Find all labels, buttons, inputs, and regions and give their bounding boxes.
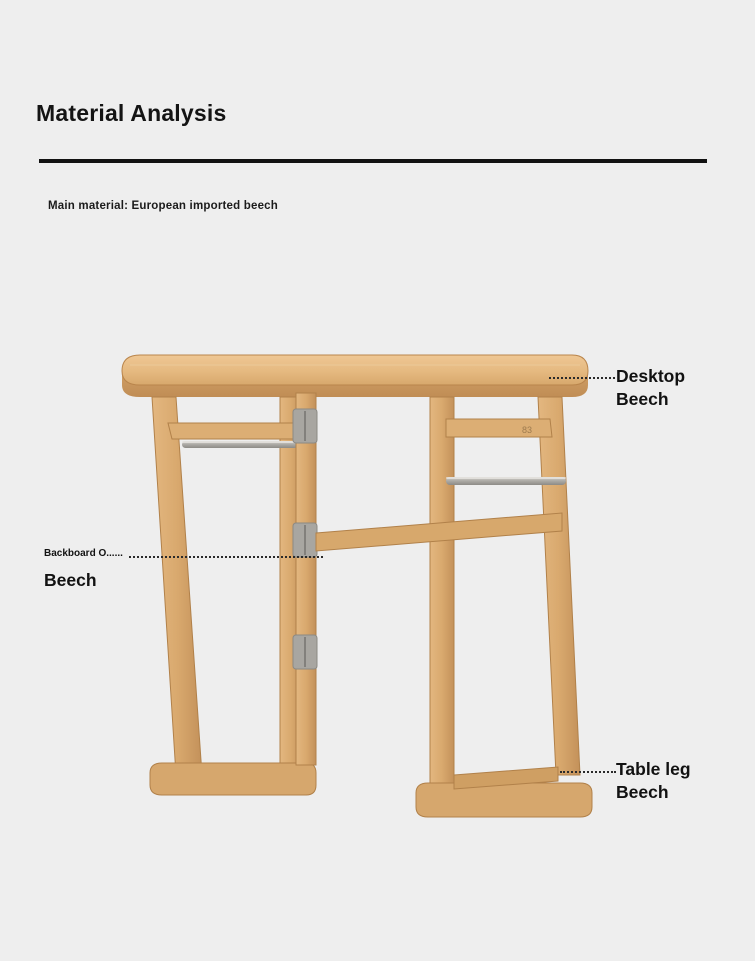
svg-text:83: 83 <box>522 425 533 435</box>
callout-backboard-line2: Beech <box>44 570 97 590</box>
leader-line-backboard <box>129 556 323 558</box>
callout-backboard-line1: Backboard O...... <box>44 548 123 559</box>
title-divider <box>39 159 707 163</box>
hinge-middle <box>293 523 317 557</box>
callout-desktop <box>616 365 685 411</box>
callout-table-leg-line1: Table leg <box>616 759 691 779</box>
right-side-frame <box>316 397 592 817</box>
hinge-bottom <box>293 635 317 669</box>
callout-desktop-line1: Desktop <box>616 366 686 386</box>
hinge-top <box>293 409 317 443</box>
main-material-note: Main material: European imported beech <box>48 200 278 212</box>
callout-backboard <box>44 547 123 592</box>
callout-table-leg-line2: Beech <box>616 782 669 802</box>
stamp-mark <box>522 425 532 435</box>
right-slide-rail <box>446 477 566 485</box>
page-title: Material Analysis <box>36 100 227 126</box>
left-wing-frame <box>150 397 316 795</box>
left-slide-rail <box>182 441 298 448</box>
center-hinge-column <box>293 393 317 765</box>
leader-line-table-leg <box>560 771 616 773</box>
desktop-panel <box>122 355 588 397</box>
callout-desktop-line2: Beech <box>616 389 669 409</box>
leader-line-desktop <box>549 377 615 379</box>
callout-table-leg <box>616 758 691 804</box>
desk-illustration <box>110 345 610 855</box>
